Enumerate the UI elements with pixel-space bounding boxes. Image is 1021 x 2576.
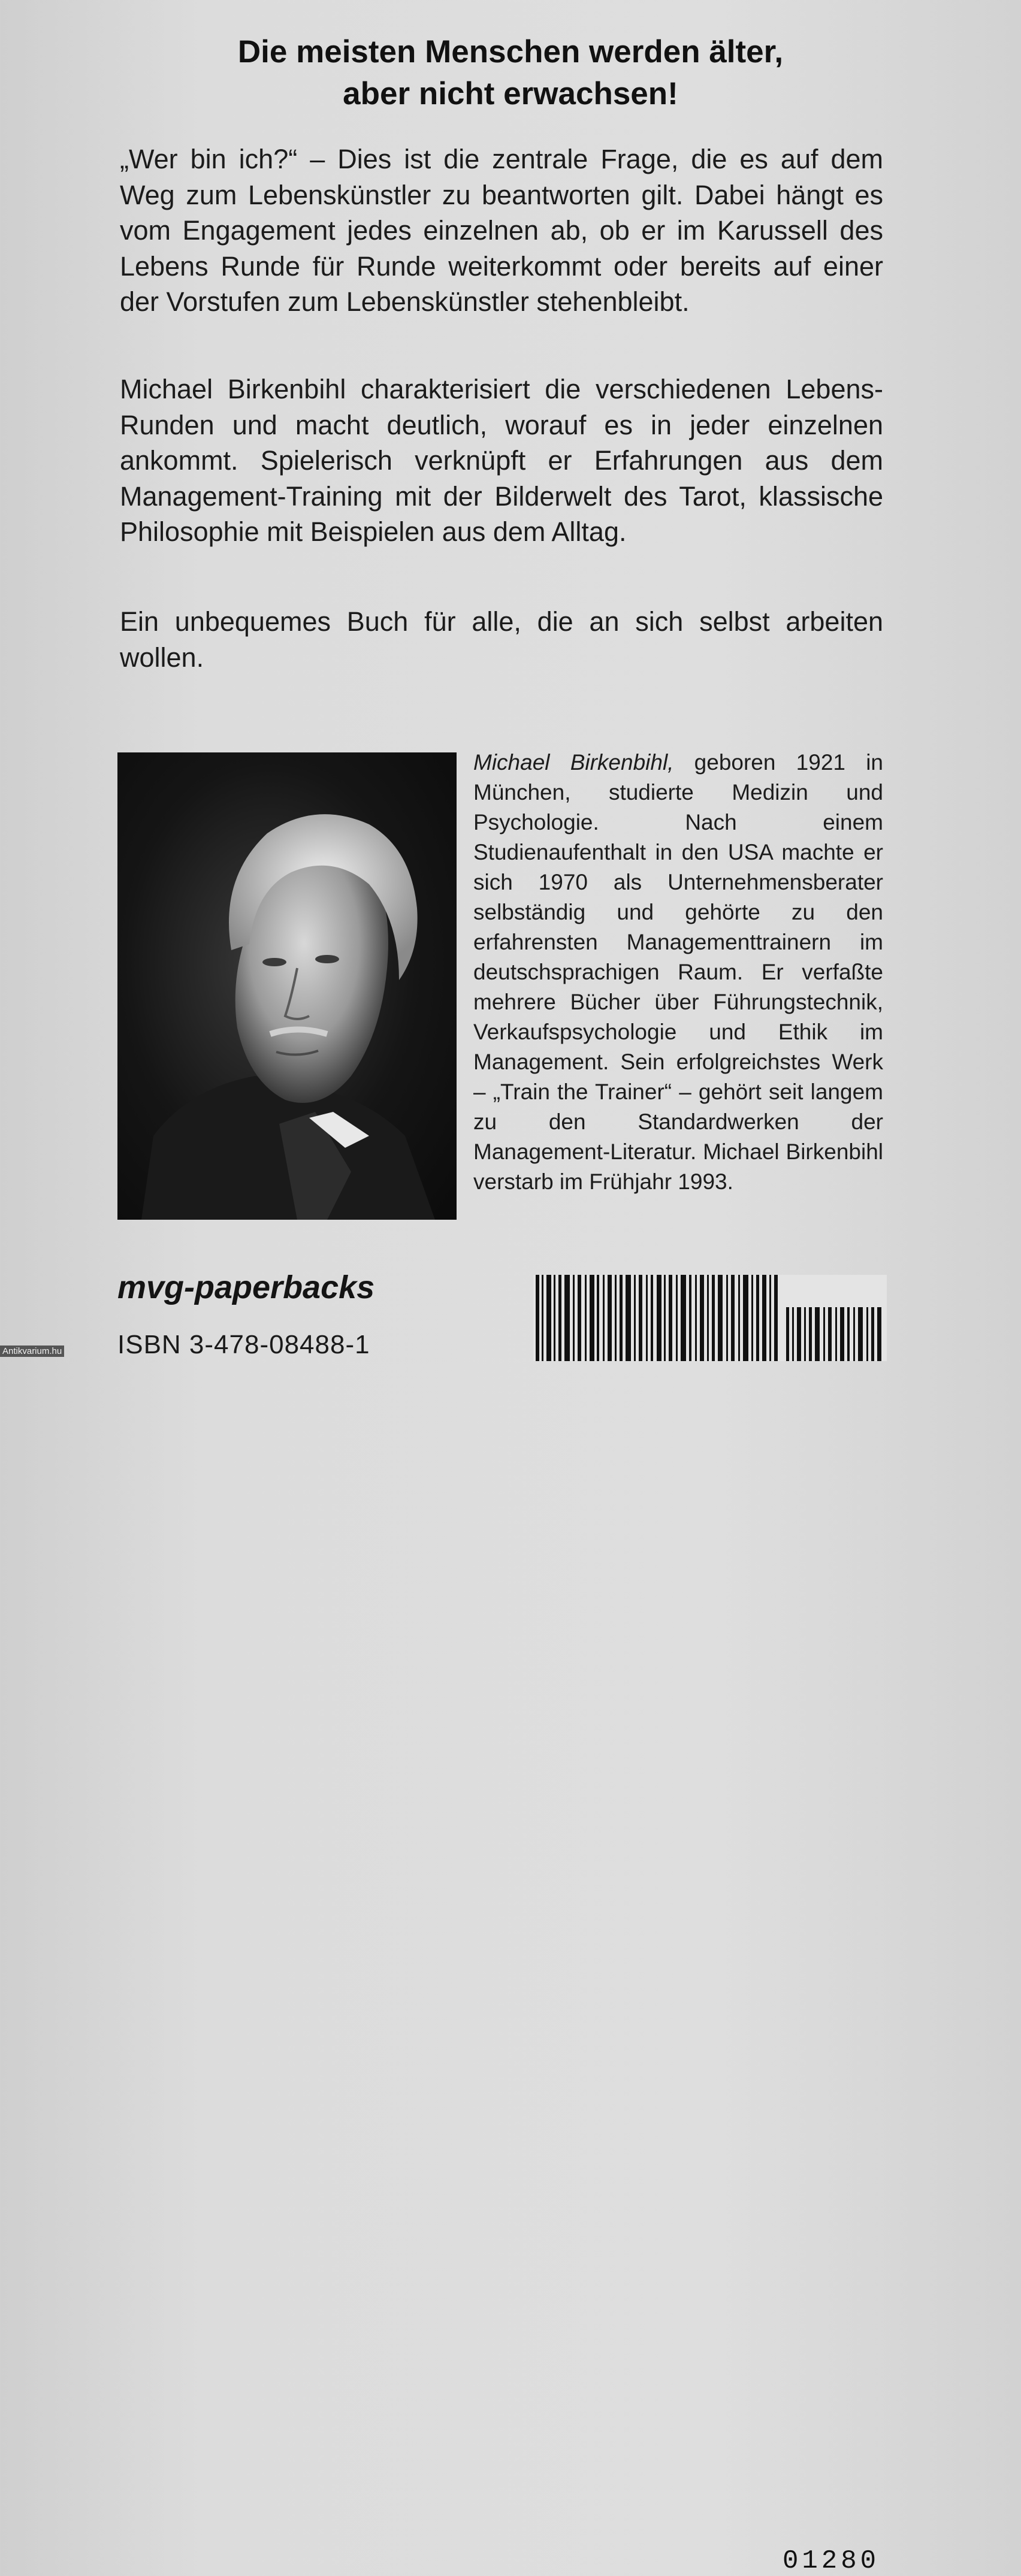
blurb-paragraph-2: Michael Birkenbihl charakterisiert die verschiedenen Lebens-Runden und macht deutlich, worauf es in jeder einzelnen ankommt. Spielerisch verknüpft er Erfahrungen aus dem Management-Training mit der Bilderwelt des Tarot, klassische Philosophie mit Beispielen aus dem Alltag. bbox=[120, 374, 883, 547]
publisher-brand: mvg-paperbacks bbox=[117, 1269, 375, 1305]
isbn-number: ISBN 3-478-08488-1 bbox=[117, 1330, 370, 1359]
author-name: Michael Birkenbihl, bbox=[473, 750, 674, 775]
barcode-addon-bars bbox=[785, 1307, 887, 1361]
headline-line-2: aber nicht erwachsen! bbox=[343, 76, 678, 111]
headline-line-1: Die meisten Menschen werden älter, bbox=[237, 34, 784, 69]
watermark: Antikvarium.hu bbox=[0, 1346, 64, 1357]
barcode bbox=[533, 1275, 887, 2576]
barcode-main-bars bbox=[533, 1275, 779, 1361]
author-biography bbox=[473, 748, 883, 1197]
barcode-addon-number: 01280 bbox=[783, 2546, 880, 2576]
blurb-paragraph-1: „Wer bin ich?“ – Dies ist die zentrale Frage, die es auf dem Weg zum Lebenskünstler zu beantworten gilt. Dabei hängt es vom Engagement jedes einzelnen ab, ob er im Karussell des Lebens Runde für Runde weiterkommt oder bereits auf einer der Vorstufen zum Lebenskünstler stehenbleibt. bbox=[120, 144, 883, 317]
author-bio-text: geboren 1921 in München, studierte Medizin und Psychologie. Nach einem Studienaufenthalt in den USA machte er sich 1970 als Unternehmensberater selbständig und gehörte zu den erfahrensten Managementtrainern im deutschsprachigen Raum. Er verfaßte mehrere Bücher über Führungstechnik, Verkaufspsychologie und Ethik im Management. Sein erfolgreichstes Werk – „Train the Trainer“ – gehört seit langem zu den Standardwerken der Management-Literatur. Michael Birkenbihl verstarb im Frühjahr 1993. bbox=[473, 750, 883, 1194]
blurb-paragraph-3: Ein unbequemes Buch für alle, die an sich selbst arbeiten wollen. bbox=[120, 606, 883, 673]
headline bbox=[0, 31, 1021, 115]
author-portrait bbox=[117, 752, 457, 1220]
